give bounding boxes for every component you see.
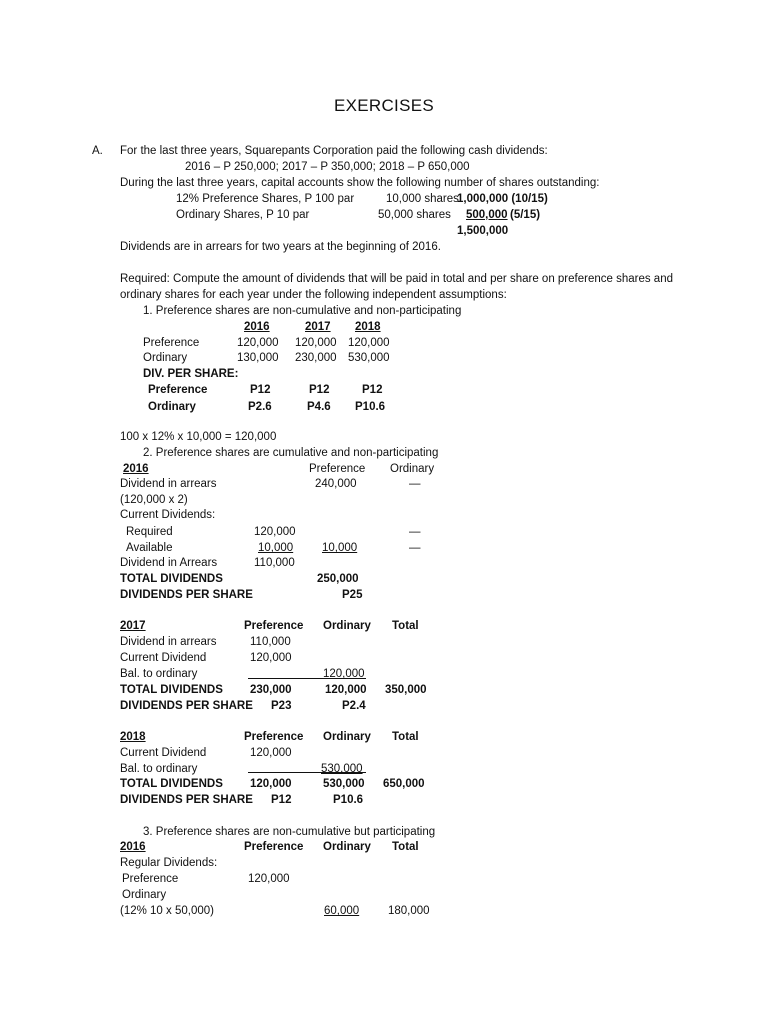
case2-2016-total-label: TOTAL DIVIDENDS bbox=[120, 573, 223, 585]
case2-2018-current-pref: 120,000 bbox=[250, 747, 292, 759]
pref-shares: 10,000 shares bbox=[386, 193, 459, 205]
case2-2016-dps-pref: P25 bbox=[342, 589, 363, 601]
case2-2016-available-pref: 10,000 bbox=[322, 542, 358, 554]
case2-2016-available-amt: 10,000 bbox=[258, 542, 294, 554]
required-line-2: ordinary shares for each year under the following independent assumptions: bbox=[120, 289, 507, 301]
case1-dps-ord-label: Ordinary bbox=[148, 401, 196, 413]
capital-intro: During the last three years, capital accounts show the following number of shares outstanding: bbox=[120, 177, 600, 189]
case2-2017-col-ord: Ordinary bbox=[323, 620, 371, 632]
case1-dps-pref-2018: P12 bbox=[362, 384, 383, 396]
case2-2017-total-all: 350,000 bbox=[385, 684, 427, 696]
case2-2016-required-label: Required bbox=[126, 526, 173, 538]
case1-formula: 100 x 12% x 10,000 = 120,000 bbox=[120, 431, 277, 443]
case2-2016-current-label: Current Dividends: bbox=[120, 509, 216, 521]
case1-pref-2018: 120,000 bbox=[348, 337, 390, 349]
case3-col-total: Total bbox=[392, 841, 419, 853]
case2-2016-total-pref: 250,000 bbox=[317, 573, 359, 585]
case3-col-pref: Preference bbox=[244, 841, 304, 853]
case1-dps-pref-2016: P12 bbox=[250, 384, 271, 396]
case3-year: 2016 bbox=[120, 841, 146, 853]
case2-2018-dps-label: DIVIDENDS PER SHARE bbox=[120, 794, 253, 806]
ord-ratio: (5/15) bbox=[510, 209, 541, 221]
case3-ord-amt: 60,000 bbox=[324, 905, 360, 917]
case2-2017-bal-ord: 120,000 bbox=[323, 668, 365, 680]
case2-2017-dps-ord: P2.4 bbox=[342, 700, 366, 712]
case2-2016-available-label: Available bbox=[126, 542, 173, 554]
case2-heading: 2. Preference shares are cumulative and non-participating bbox=[143, 447, 439, 459]
required-line-1: Required: Compute the amount of dividends that will be paid in total and per share on preference shares and bbox=[120, 273, 673, 285]
case2-2018-total-pref: 120,000 bbox=[250, 778, 292, 790]
case3-pref-amt: 120,000 bbox=[248, 873, 290, 885]
case2-2016-arrears-label: Dividend in arrears bbox=[120, 478, 217, 490]
case3-total-amt: 180,000 bbox=[388, 905, 430, 917]
case1-heading: 1. Preference shares are non-cumulative and non-participating bbox=[143, 305, 462, 317]
case2-2018-total-ord: 530,000 bbox=[323, 778, 365, 790]
case2-2016-arrears-ord: — bbox=[409, 478, 421, 490]
case1-dps-ord-2017: P4.6 bbox=[307, 401, 331, 413]
case3-col-ord: Ordinary bbox=[323, 841, 371, 853]
case3-heading: 3. Preference shares are non-cumulative but participating bbox=[143, 826, 436, 838]
case2-2018-dps-ord: P10.6 bbox=[333, 794, 364, 806]
case2-2017-arrears-label: Dividend in arrears bbox=[120, 636, 217, 648]
ord-desc: Ordinary Shares, P 10 par bbox=[176, 209, 310, 221]
case1-ord-label: Ordinary bbox=[143, 352, 188, 364]
ord-amount: 500,000 bbox=[466, 209, 508, 221]
case1-dps-label: DIV. PER SHARE: bbox=[143, 368, 239, 380]
case2-2018-bal-ord: 530,000 bbox=[321, 763, 363, 775]
case2-2017-year: 2017 bbox=[120, 620, 146, 632]
case2-2017-total-label: TOTAL DIVIDENDS bbox=[120, 684, 223, 696]
case2-2018-col-pref: Preference bbox=[244, 731, 304, 743]
case2-2016-arrears2-amt: 110,000 bbox=[254, 557, 295, 569]
case2-2017-dps-label: DIVIDENDS PER SHARE bbox=[120, 700, 253, 712]
case2-2017-current-label: Current Dividend bbox=[120, 652, 207, 664]
case1-ord-2016: 130,000 bbox=[237, 352, 279, 364]
case2-2018-total-label: TOTAL DIVIDENDS bbox=[120, 778, 223, 790]
case3-pref-label: Preference bbox=[122, 873, 179, 885]
case2-2016-available-ord: — bbox=[409, 542, 421, 554]
case2-2016-arrears-pref: 240,000 bbox=[315, 478, 357, 490]
case2-2016-dps-label: DIVIDENDS PER SHARE bbox=[120, 589, 253, 601]
case1-dps-ord-2018: P10.6 bbox=[355, 401, 386, 413]
case1-pref-2017: 120,000 bbox=[295, 337, 337, 349]
case2-2018-total-all: 650,000 bbox=[383, 778, 425, 790]
case2-2018-dps-pref: P12 bbox=[271, 794, 292, 806]
case2-2016-col-ord: Ordinary bbox=[390, 463, 435, 475]
case2-2017-total-pref: 230,000 bbox=[250, 684, 292, 696]
case2-2018-col-total: Total bbox=[392, 731, 419, 743]
pref-desc: 12% Preference Shares, P 100 par bbox=[176, 193, 355, 205]
arrears-note: Dividends are in arrears for two years at the beginning of 2016. bbox=[120, 241, 441, 253]
case1-pref-2016: 120,000 bbox=[237, 337, 279, 349]
case2-2017-bal-label: Bal. to ordinary bbox=[120, 668, 198, 680]
intro-text: For the last three years, Squarepants Corporation paid the following cash dividends: bbox=[120, 145, 548, 157]
pref-amount: 1,000,000 (10/15) bbox=[457, 193, 548, 205]
case2-2016-col-pref: Preference bbox=[309, 463, 366, 475]
case2-2017-dps-pref: P23 bbox=[271, 700, 292, 712]
case2-2018-bal-label: Bal. to ordinary bbox=[120, 763, 198, 775]
case2-2017-col-pref: Preference bbox=[244, 620, 304, 632]
ord-shares: 50,000 shares bbox=[378, 209, 451, 221]
case2-2016-arrears-calc: (120,000 x 2) bbox=[120, 494, 188, 506]
case2-2016-required-amt: 120,000 bbox=[254, 526, 296, 538]
case1-dps-ord-2016: P2.6 bbox=[248, 401, 272, 413]
case2-2018-year: 2018 bbox=[120, 731, 146, 743]
case1-year-2016: 2016 bbox=[244, 321, 270, 333]
case2-2016-year: 2016 bbox=[123, 463, 149, 475]
case1-year-2017: 2017 bbox=[305, 321, 331, 333]
total-capital: 1,500,000 bbox=[457, 225, 509, 237]
case1-year-2018: 2018 bbox=[355, 321, 381, 333]
case3-ord-calc: (12% 10 x 50,000) bbox=[120, 905, 214, 917]
case2-2016-required-ord: — bbox=[409, 526, 421, 538]
case2-2017-current-pref: 120,000 bbox=[250, 652, 292, 664]
case1-ord-2018: 530,000 bbox=[348, 352, 390, 364]
case2-2016-arrears2-label: Dividend in Arrears bbox=[120, 557, 218, 569]
case2-2017-total-ord: 120,000 bbox=[325, 684, 367, 696]
dividends-line: 2016 – P 250,000; 2017 – P 350,000; 2018 – P 650,000 bbox=[185, 161, 470, 173]
case3-regular-label: Regular Dividends: bbox=[120, 857, 218, 869]
case3-ord-label: Ordinary bbox=[122, 889, 167, 901]
case2-2018-current-label: Current Dividend bbox=[120, 747, 207, 759]
case1-dps-pref-2017: P12 bbox=[309, 384, 330, 396]
case1-dps-pref-label: Preference bbox=[148, 384, 208, 396]
page-title: EXERCISES bbox=[333, 96, 434, 115]
case2-2018-col-ord: Ordinary bbox=[323, 731, 371, 743]
case2-2017-arrears-pref: 110,000 bbox=[250, 636, 291, 648]
section-marker: A. bbox=[92, 145, 103, 157]
case1-pref-label: Preference bbox=[143, 337, 200, 349]
case2-2017-col-total: Total bbox=[392, 620, 419, 632]
case1-ord-2017: 230,000 bbox=[295, 352, 337, 364]
